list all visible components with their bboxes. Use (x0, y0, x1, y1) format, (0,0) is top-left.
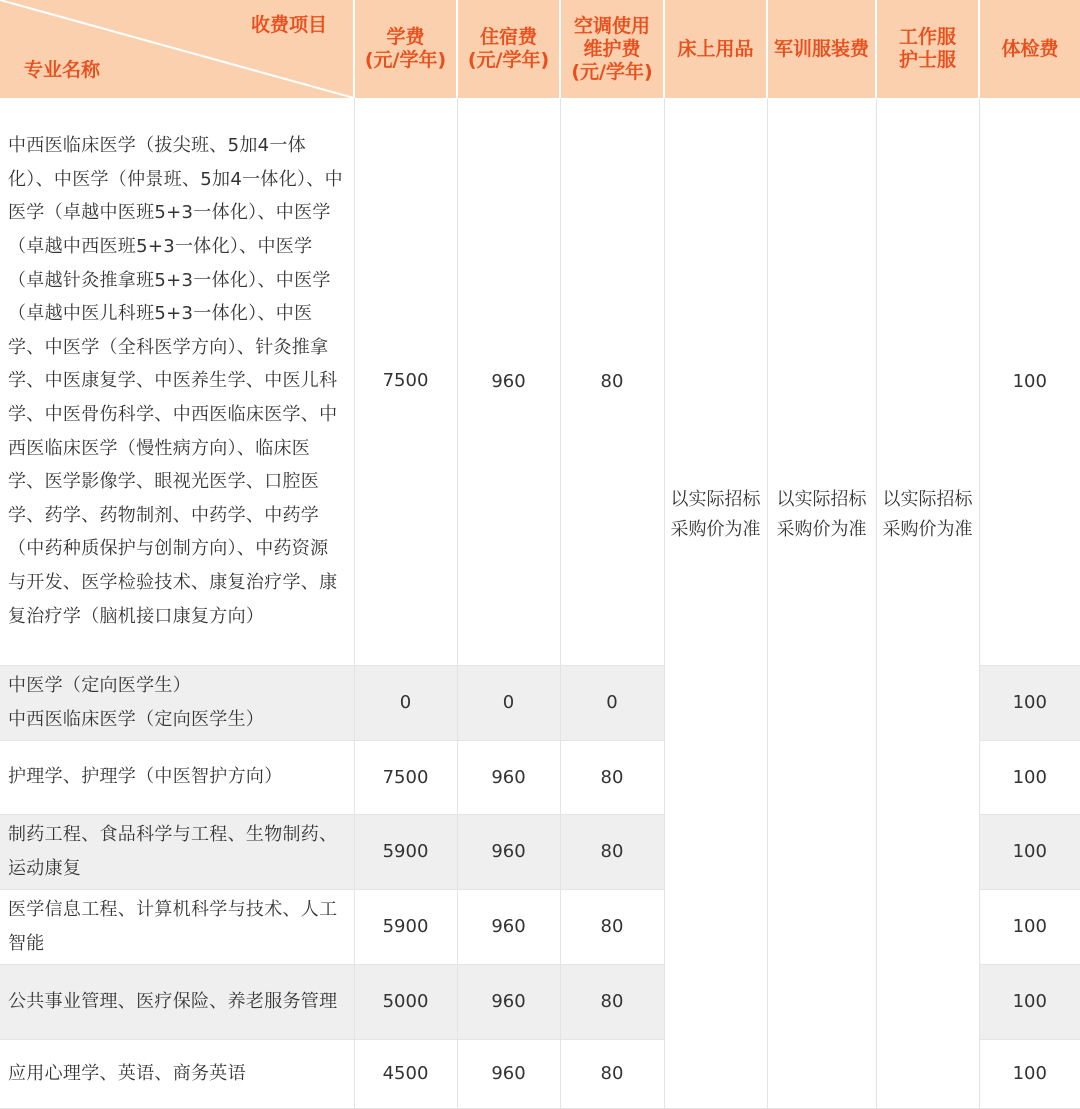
tuition-cell: 7500 (354, 740, 457, 814)
header-tuition (354, 0, 457, 98)
header-military-line1: 军训服装费 (773, 37, 869, 60)
ac-cell: 80 (560, 964, 664, 1039)
military-note-cell (767, 98, 876, 1108)
ac-cell: 80 (560, 740, 664, 814)
ac-cell: 80 (560, 1039, 664, 1108)
exam-cell: 100 (979, 98, 1080, 665)
major-name-label: 专业名称 (24, 59, 101, 81)
work-uniform-note-cell (876, 98, 979, 1108)
dorm-cell: 960 (457, 1039, 560, 1108)
header-tuition-line1: 学费 (386, 26, 425, 48)
dorm-cell: 960 (457, 814, 560, 889)
tuition-cell: 5900 (354, 814, 457, 889)
header-ac-line3: (元/学年) (571, 60, 653, 83)
ac-cell: 80 (560, 889, 664, 964)
major-cell: 中西医临床医学（拔尖班、5加4一体化）、中医学（仲景班、5加4一体化）、中医学（卓越中医班5+3一体化）、中医学（卓越中西医班5+3一体化）、中医学（卓越针灸推拿班5+3一体化）、中医学（卓越中医儿科班5+3一体化）、中医学、中医学（全科医学方向）、针灸推拿学、中医康复学、中医养生学、中医儿科学、中医骨伤科学、中西医临床医学、中西医临床医学（慢性病方向）、临床医学、医学影像学、眼视光医学、口腔医学、药学、药物制剂、中药学、中药学（中药种质保护与创制方向）、中药资源与开发、医学检验技术、康复治疗学、康复治疗学（脑机接口康复方向） (0, 98, 354, 665)
header-ac (560, 0, 664, 98)
corner-header-cell (0, 0, 354, 98)
work-note-line1: 以实际招标 (882, 488, 973, 510)
header-dorm-line1: 住宿费 (479, 26, 537, 48)
ac-cell: 0 (560, 665, 664, 740)
header-bedding-line1: 床上用品 (677, 37, 754, 60)
table-row (0, 98, 1080, 665)
ac-cell: 80 (560, 814, 664, 889)
dorm-cell: 960 (457, 964, 560, 1039)
dorm-cell: 960 (457, 889, 560, 964)
military-note-line1: 以实际招标 (776, 488, 867, 510)
header-exam-line1: 体检费 (1001, 37, 1059, 60)
ac-cell: 80 (560, 98, 664, 665)
header-bedding (664, 0, 767, 98)
military-note-line2: 采购价为准 (776, 518, 867, 540)
table-body (0, 98, 1080, 1108)
header-work-uniform (876, 0, 979, 98)
header-tuition-line2: (元/学年) (364, 49, 447, 71)
tuition-cell: 5900 (354, 889, 457, 964)
table-header (0, 0, 1080, 98)
tuition-cell: 7500 (354, 98, 457, 665)
major-cell: 护理学、护理学（中医智护方向） (0, 740, 354, 814)
major-cell: 制药工程、食品科学与工程、生物制药、运动康复 (0, 814, 354, 889)
header-ac-line2: 维护费 (583, 37, 641, 60)
header-military-uniform (767, 0, 876, 98)
header-ac-line1: 空调使用 (573, 14, 650, 37)
exam-cell: 100 (979, 964, 1080, 1039)
major-cell: 应用心理学、英语、商务英语 (0, 1039, 354, 1108)
tuition-cell: 4500 (354, 1039, 457, 1108)
tuition-cell: 5000 (354, 964, 457, 1039)
header-row (0, 0, 1080, 98)
header-work-line2: 护士服 (898, 49, 956, 71)
exam-cell: 100 (979, 1039, 1080, 1108)
tuition-cell: 0 (354, 665, 457, 740)
bedding-note-line1: 以实际招标 (670, 488, 761, 510)
exam-cell: 100 (979, 665, 1080, 740)
military-note (768, 485, 876, 545)
dorm-cell: 0 (457, 665, 560, 740)
header-dorm (457, 0, 560, 98)
header-dorm-line2: (元/学年) (467, 49, 550, 71)
dorm-cell: 960 (457, 98, 560, 665)
exam-cell: 100 (979, 889, 1080, 964)
fee-items-label: 收费项目 (250, 14, 327, 36)
exam-cell: 100 (979, 740, 1080, 814)
bedding-note-line2: 采购价为准 (670, 518, 761, 540)
work-uniform-note (877, 485, 979, 545)
header-work-line1: 工作服 (898, 26, 956, 48)
work-note-line2: 采购价为准 (882, 518, 973, 540)
exam-cell: 100 (979, 814, 1080, 889)
bedding-note (665, 485, 767, 545)
major-cell: 医学信息工程、计算机科学与技术、人工智能 (0, 889, 354, 964)
major-cell: 中医学（定向医学生） 中西医临床医学（定向医学生） (0, 665, 354, 740)
header-exam (979, 0, 1080, 98)
bedding-note-cell (664, 98, 767, 1108)
dorm-cell: 960 (457, 740, 560, 814)
major-cell: 公共事业管理、医疗保险、养老服务管理 (0, 964, 354, 1039)
